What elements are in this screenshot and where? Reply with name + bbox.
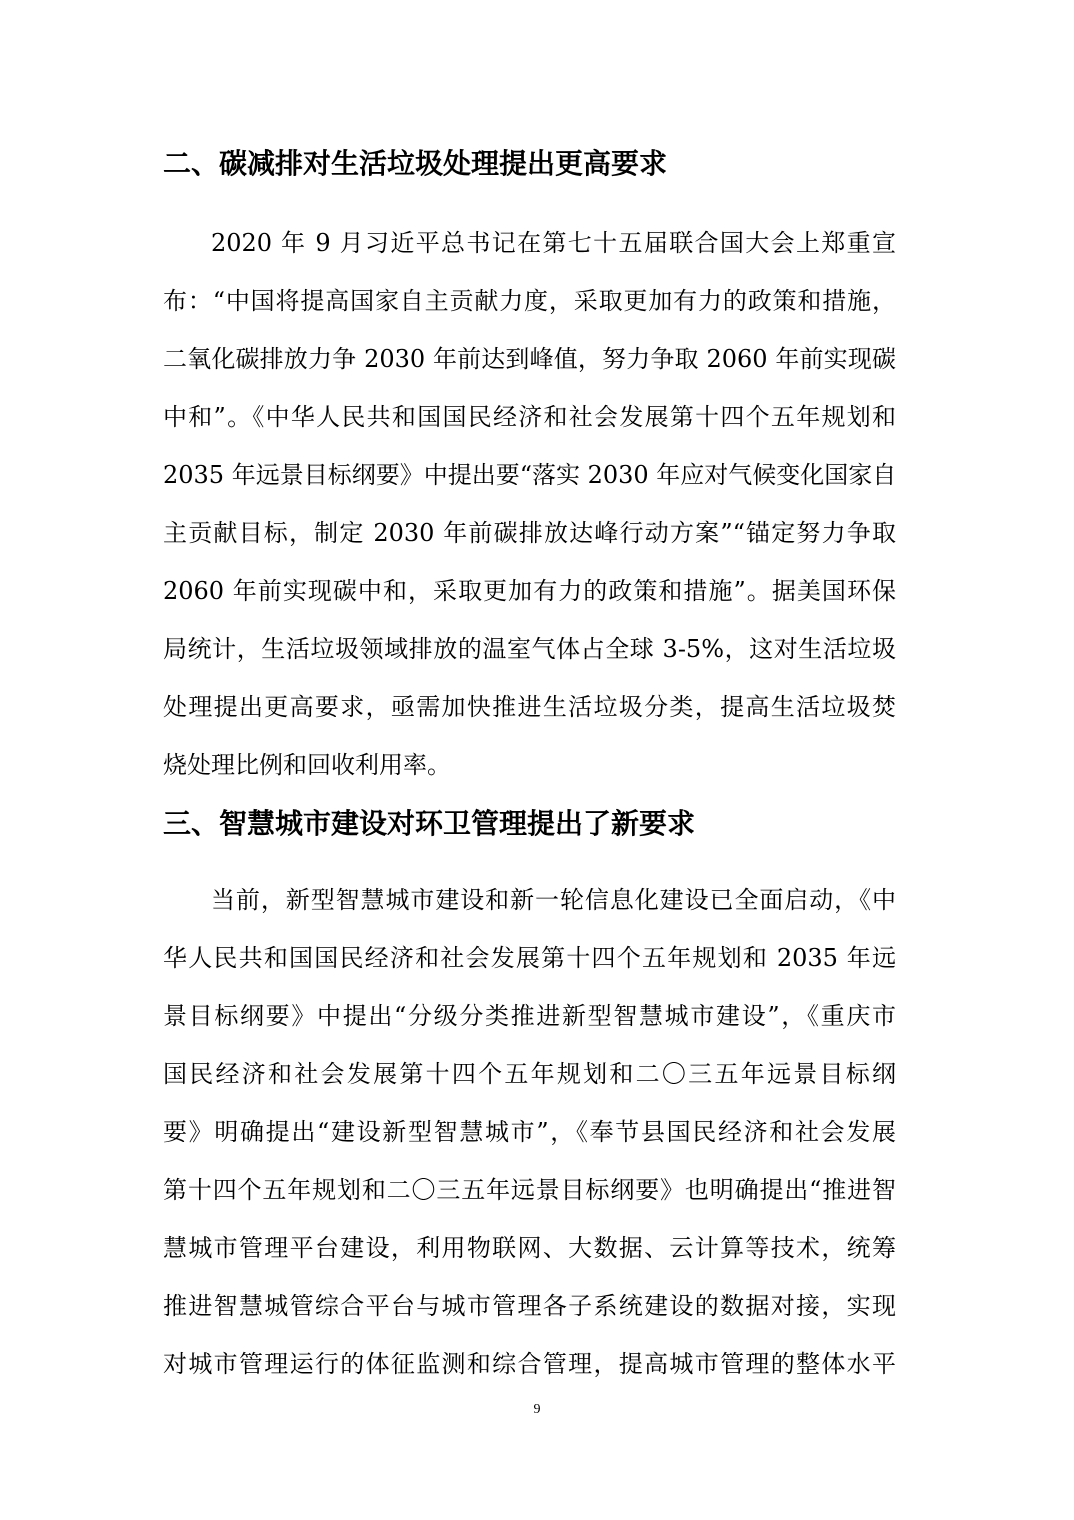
- paragraph-line: 二氧化碳排放力争 2030 年前达到峰值，努力争取 2060 年前实现碳: [163, 345, 896, 373]
- paragraph-line: 景目标纲要》中提出“分级分类推进新型智慧城市建设”，《重庆市: [163, 1002, 896, 1030]
- paragraph-line: 对城市管理运行的体征监测和综合管理，提高城市管理的整体水平: [163, 1350, 896, 1378]
- paragraph-line: 局统计，生活垃圾领域排放的温室气体占全球 3-5%，这对生活垃圾: [163, 635, 896, 663]
- section-heading-carbon: 二、碳减排对生活垃圾处理提出更高要求: [163, 147, 668, 180]
- paragraph-line: 烧处理比例和回收利用率。: [163, 751, 451, 779]
- paragraph-line: 主贡献目标，制定 2030 年前碳排放达峰行动方案”“锚定努力争取: [163, 519, 896, 547]
- section-heading-smart-city: 三、智慧城市建设对环卫管理提出了新要求: [163, 807, 696, 840]
- paragraph-line: 2035 年远景目标纲要》中提出要“落实 2030 年应对气候变化国家自: [163, 461, 897, 489]
- paragraph-line: 要》明确提出“建设新型智慧城市”，《奉节县国民经济和社会发展: [163, 1118, 896, 1146]
- paragraph-smart-city: [163, 871, 896, 1393]
- paragraph-line: 慧城市管理平台建设，利用物联网、大数据、云计算等技术，统筹: [163, 1234, 896, 1262]
- page-number: 9: [533, 1402, 541, 1417]
- paragraph-line: 推进智慧城管综合平台与城市管理各子系统建设的数据对接，实现: [163, 1292, 896, 1320]
- paragraph-line: 华人民共和国国民经济和社会发展第十四个五年规划和 2035 年远: [163, 944, 896, 972]
- paragraph-line: 第十四个五年规划和二〇三五年远景目标纲要》也明确提出“推进智: [163, 1176, 896, 1204]
- paragraph-line: 国民经济和社会发展第十四个五年规划和二〇三五年远景目标纲: [163, 1060, 896, 1088]
- paragraph-carbon-reduction: [163, 214, 896, 794]
- paragraph-line: 处理提出更高要求，亟需加快推进生活垃圾分类，提高生活垃圾焚: [163, 693, 896, 721]
- paragraph-line: 2060 年前实现碳中和，采取更加有力的政策和措施”。据美国环保: [163, 577, 896, 605]
- paragraph-line: 中和”。《中华人民共和国国民经济和社会发展第十四个五年规划和: [163, 403, 896, 431]
- paragraph-line: 2020 年 9 月习近平总书记在第七十五届联合国大会上郑重宣: [211, 229, 896, 257]
- paragraph-line: 布：“中国将提高国家自主贡献力度，采取更加有力的政策和措施，: [163, 287, 896, 315]
- paragraph-line: 当前，新型智慧城市建设和新一轮信息化建设已全面启动，《中: [211, 886, 896, 914]
